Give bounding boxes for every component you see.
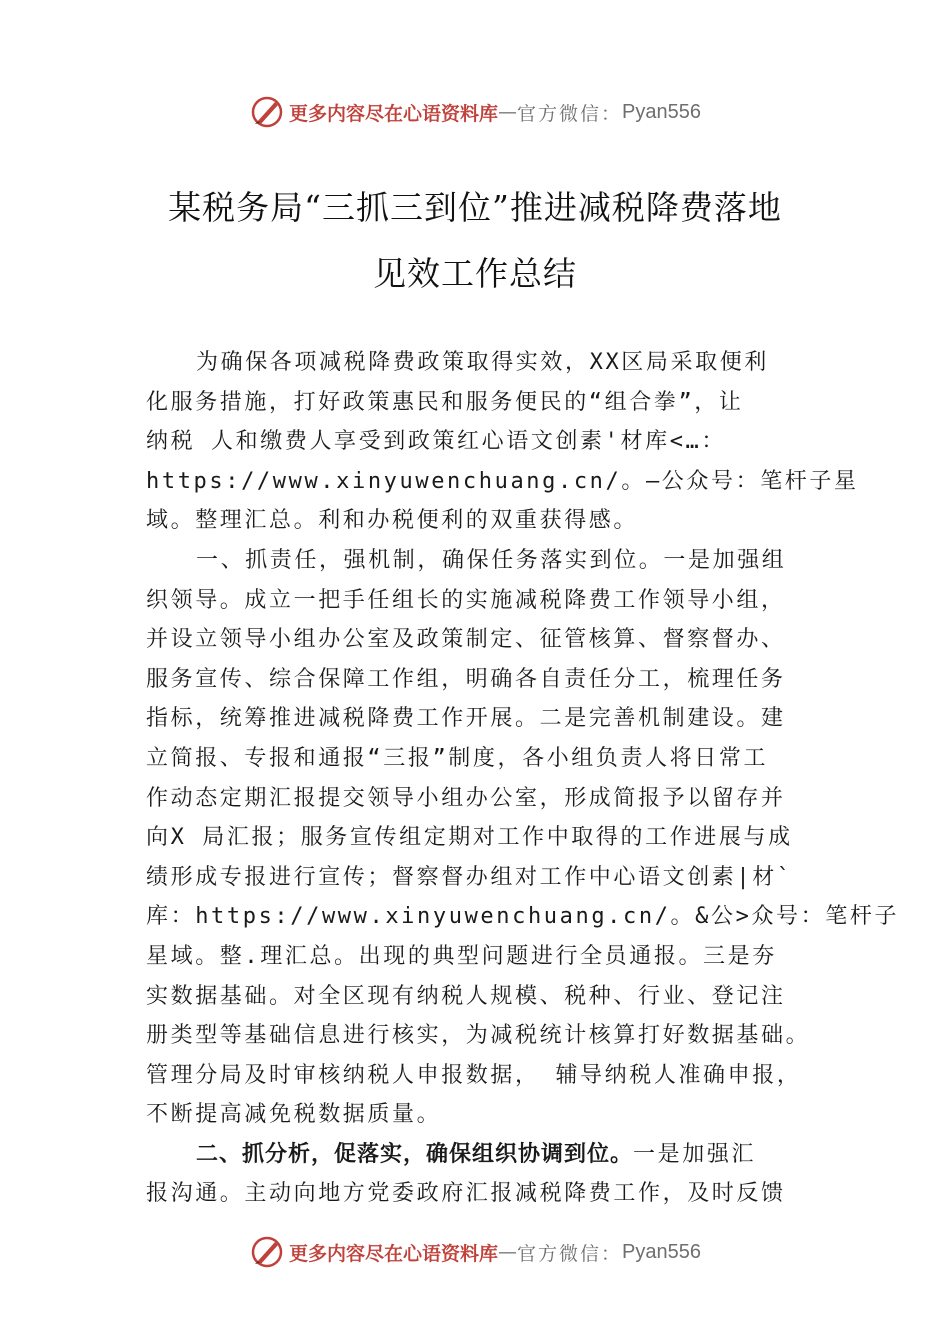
banner-separator: —	[498, 1241, 518, 1263]
document-body	[146, 343, 900, 1214]
body-line: 指标，统筹推进减税降费工作开展。二是完善机制建设。建	[146, 706, 786, 732]
section-2-rest: 一是加强汇	[633, 1141, 757, 1167]
banner-site-name: 更多内容尽在心语资料库	[289, 102, 499, 125]
body-line: 并设立领导小组办公室及政策制定、征管核算、督察督办、	[146, 627, 786, 653]
body-line: 绩形成专报进行宣传；督察督办组对工作中心语文创素|材`	[146, 864, 793, 890]
banner-wechat-label: 官方微信：	[517, 1242, 623, 1265]
body-line: 向X 局汇报；服务宣传组定期对工作中取得的工作进展与成	[146, 825, 793, 851]
body-line: 一、抓责任，强机制，确保任务落实到位。一是加强组	[196, 547, 787, 573]
banner-wechat-id: Pyan556	[622, 1240, 701, 1263]
body-line: 册类型等基础信息进行核实，为减税统计核算打好数据基础。	[146, 1023, 811, 1049]
banner-separator: —	[498, 101, 518, 123]
document-title-line-1: 某税务局“三抓三到位”推进减税降费落地	[168, 188, 782, 227]
body-line: 织领导。成立一把手任组长的实施减税降费工作领导小组，	[146, 587, 786, 613]
body-line: 库：https://www.xinyuwenchuang.cn/。&公>众号：笔杆子	[146, 904, 900, 930]
document-title-line-2: 见效工作总结	[373, 254, 577, 293]
body-line: 作动态定期汇报提交领导小组办公室，形成简报予以留存并	[146, 785, 786, 811]
body-line: 报沟通。主动向地方党委政府汇报减税降费工作，及时反馈	[146, 1181, 786, 1207]
pen-logo-icon	[249, 1234, 285, 1270]
body-line: 星域。整.理汇总。出现的典型问题进行全员通报。三是夯	[146, 943, 777, 969]
body-line: 为确保各项减税降费政策取得实效，XX区局采取便利	[196, 350, 769, 375]
body-line: 服务宣传、综合保障工作组，明确各自责任分工，梳理任务	[146, 666, 786, 692]
footer-banner	[0, 1232, 950, 1272]
banner-wechat-label: 官方微信：	[517, 102, 623, 125]
banner-wechat-id: Pyan556	[622, 100, 701, 123]
body-line: 管理分局及时审核纳税人申报数据， 辅导纳税人准确申报，	[146, 1062, 802, 1088]
body-line: https://www.xinyuwenchuang.cn/。—公众号：笔杆子星	[146, 468, 859, 494]
body-line: 域。整理汇总。利和办税便利的双重获得感。	[146, 508, 639, 534]
body-line: 立简报、专报和通报“三报”制度，各小组负责人将日常工	[146, 745, 769, 771]
header-banner	[0, 92, 950, 132]
body-line: 纳税 人和缴费人享受到政策红心语文创素'材库<…：	[146, 429, 726, 455]
section-2-line	[146, 1135, 836, 1175]
body-line: 实数据基础。对全区现有纳税人规模、税种、行业、登记注	[146, 983, 786, 1009]
body-line: 不断提高减免税数据质量。	[146, 1102, 442, 1128]
body-line: 化服务措施，打好政策惠民和服务便民的“组合拳”，让	[146, 389, 744, 415]
banner-site-name: 更多内容尽在心语资料库	[289, 1242, 499, 1265]
pen-logo-icon	[249, 94, 285, 130]
section-2-heading: 二、抓分析，促落实，确保组织协调到位。	[196, 1141, 634, 1167]
